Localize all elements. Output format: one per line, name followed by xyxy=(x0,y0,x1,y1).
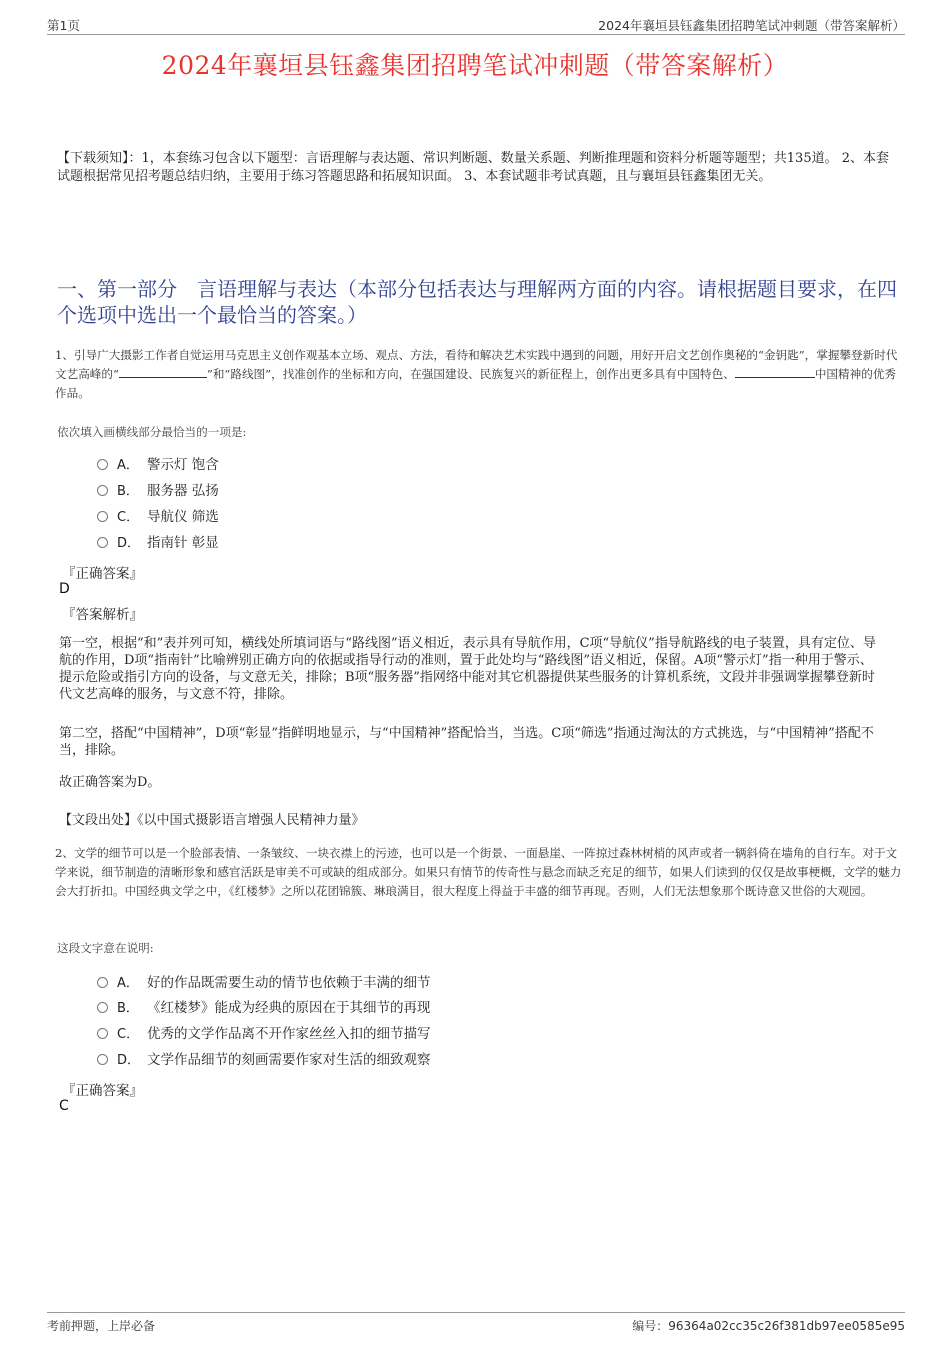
radio-icon[interactable] xyxy=(97,485,108,496)
radio-icon[interactable] xyxy=(97,1002,108,1013)
question-1-answer-label: 『正确答案』 xyxy=(62,566,143,582)
page-footer xyxy=(47,1312,905,1335)
question-2-answer-label: 『正确答案』 xyxy=(62,1083,143,1099)
question-2-intro: 这段文字意在说明: xyxy=(57,941,154,955)
question-1-option-d[interactable]: D． 指南针 彰显 xyxy=(97,532,219,554)
fill-blank-2 xyxy=(735,365,815,378)
radio-icon[interactable] xyxy=(97,511,108,522)
footer-slogan: 考前押题，上岸必备 xyxy=(47,1319,156,1333)
page-header xyxy=(47,14,905,35)
radio-icon[interactable] xyxy=(97,1028,108,1039)
footer-doc-id: 编号：96364a02cc35c26f381db97ee0585e95 xyxy=(632,1319,905,1333)
download-notice: 【下载须知】：1，本套练习包含以下题型：言语理解与表达题、常识判断题、数量关系题、判断推理题和资料分析题等题型；共135道。 2、本套试题根据常见招考题总结归纳，主要用于练习答题思路和拓展知识面。 3、本套试题非考试真题，且与襄垣县钰鑫集团无关。 xyxy=(57,151,889,184)
page-number: 第1页 xyxy=(47,18,80,33)
fill-blank-1 xyxy=(119,365,207,378)
radio-icon[interactable] xyxy=(97,977,108,988)
section-heading: 一、第一部分 言语理解与表达（本部分包括表达与理解两方面的内容。请根据题目要求，在四个选项中选出一个最恰当的答案。） xyxy=(57,277,897,327)
question-2-option-a[interactable]: A． 好的作品既需要生动的情节也依赖于丰满的细节 xyxy=(97,972,431,994)
question-1-analysis-1: 第一空，根据“和”表并列可知，横线处所填词语与“路线图”语义相近，表示具有导航作用，C项“导航仪”指导航路线的电子装置，具有定位、导航的作用，D项“指南针”比喻辨别正确方向的依据或指导行动的准则，置于此处均与“路线图”语义相近，保留。A项“警示灯”指一种用于警示、提示危险或指引方向的设备，与文意无关，排除；B项“服务器”指网络中能对其它机器提供某些服务的计算机系统，文段并非强调掌握攀登新时代文艺高峰的服务，与文意不符，排除。 xyxy=(59,636,876,702)
question-1-option-c[interactable]: C． 导航仪 筛选 xyxy=(97,506,219,528)
question-1-option-a[interactable]: A． 警示灯 饱含 xyxy=(97,454,219,476)
page-title: 2024年襄垣县钰鑫集团招聘笔试冲刺题（带答案解析） xyxy=(161,51,789,80)
question-1-analysis-2: 第二空，搭配“中国精神”，D项“彰显”指鲜明地显示，与“中国精神”搭配恰当，当选。C项“筛选”指通过淘汰的方式挑选，与“中国精神”搭配不当，排除。 xyxy=(59,726,874,758)
question-1-text: 1、引导广大摄影工作者自觉运用马克思主义创作观基本立场、观点、方法，看待和解决艺术实践中遇到的问题，用好开启文艺创作奥秘的“金钥匙”，掌握攀登新时代文艺高峰的“ ”和“路线图”，找准创作的坐标和方向，在强国建设、民族复兴的新征程上，创作出更多具有中国特色、 中国精神的优秀作品。 xyxy=(55,348,898,400)
question-2-option-d[interactable]: D． 文学作品细节的刻画需要作家对生活的细致观察 xyxy=(97,1049,431,1071)
question-1-analysis-3: 故正确答案为D。 xyxy=(59,775,161,790)
header-doc-title: 2024年襄垣县钰鑫集团招聘笔试冲刺题（带答案解析） xyxy=(598,18,905,33)
radio-icon[interactable] xyxy=(97,459,108,470)
question-1-option-b[interactable]: B． 服务器 弘扬 xyxy=(97,480,219,502)
question-2-option-c[interactable]: C． 优秀的文学作品离不开作家丝丝入扣的细节描写 xyxy=(97,1023,431,1045)
question-1-source: 【文段出处】《以中国式摄影语言增强人民精神力量》 xyxy=(59,813,365,828)
question-2-text: 2、文学的细节可以是一个脸部表情、一条皱纹、一块衣襟上的污迹，也可以是一个街景、一面悬崖、一阵掠过森林树梢的风声或者一辆斜倚在墙角的自行车。对于文学来说，细节制造的清晰形象和感官活跃是审美不可或缺的组成部分。如果只有情节的传奇性与悬念而缺乏充足的细节，如果人们读到的仅仅是故事梗概，文学的魅力会大打折扣。中国经典文学之中，《红楼梦》之所以花团锦簇、琳琅满目，很大程度上得益于丰盛的细节再现。否则，人们无法想象那个既诗意又世俗的大观园。 xyxy=(55,846,902,898)
radio-icon[interactable] xyxy=(97,1054,108,1065)
radio-icon[interactable] xyxy=(97,537,108,548)
question-1-analysis-label: 『答案解析』 xyxy=(62,607,143,623)
question-1-intro: 依次填入画横线部分最恰当的一项是: xyxy=(57,425,247,439)
question-1-answer: D xyxy=(59,581,70,597)
question-2-answer: C xyxy=(59,1098,69,1114)
question-2-option-b[interactable]: B． 《红楼梦》能成为经典的原因在于其细节的再现 xyxy=(97,997,431,1019)
